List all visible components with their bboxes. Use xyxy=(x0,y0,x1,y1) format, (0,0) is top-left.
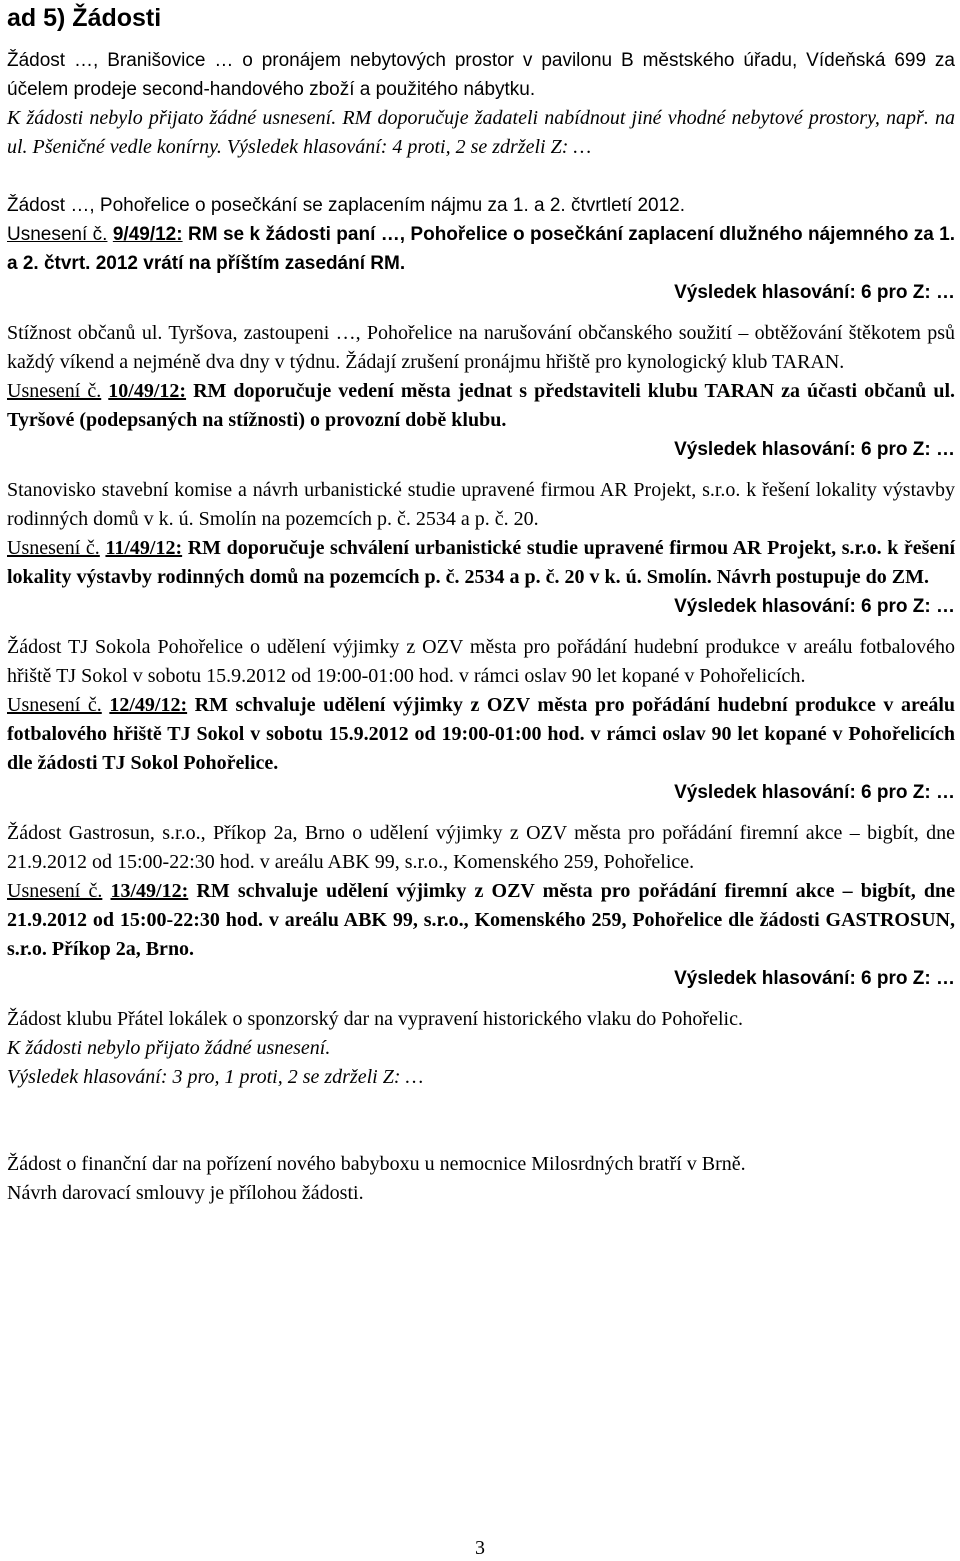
request-item-1 xyxy=(7,46,955,162)
resolution-label: Usnesení č. xyxy=(7,537,100,559)
request-item-6 xyxy=(7,819,955,993)
request-text: Žádost …, Branišovice … o pronájem nebytových prostor v pavilonu B městského úřadu, Vídeňská 699 za účelem prodeje second-handového zboží a použitého nábytku. xyxy=(7,50,955,100)
resolution xyxy=(7,377,955,435)
resolution xyxy=(7,691,955,778)
page-number: 3 xyxy=(475,1537,485,1559)
resolution-text: RM se k žádosti paní …, Pohořelice o posečkání zaplacení dlužného nájemného za 1. a 2. čtvrt. 2012 vrátí na příštím zasedání RM. xyxy=(7,224,956,274)
request-note: K žádosti nebylo přijato žádné usnesení. xyxy=(7,1037,331,1059)
resolution-number: 12/49/12: xyxy=(109,694,188,716)
document-page xyxy=(7,0,955,1208)
request-text: Žádost Gastrosun, s.r.o., Příkop 2a, Brno o udělení výjimky z OZV města pro pořádání firemní akce – bigbít, dne 21.9.2012 od 15:00-22:30 hod. v areálu ABK 99, s.r.o., Komenského 259, Pohořelice. xyxy=(7,822,955,873)
resolution xyxy=(7,534,955,592)
request-text: Žádost klubu Přátel lokálek o sponzorský dar na vypravení historického vlaku do Pohořelic. xyxy=(7,1008,743,1030)
resolution-number: 13/49/12: xyxy=(110,880,189,902)
request-item-4 xyxy=(7,476,955,621)
vote-result: Výsledek hlasování: 6 pro Z: … xyxy=(674,439,955,460)
resolution-text: RM schvaluje udělení výjimky z OZV města pro pořádání hudební produkce v areálu fotbalového hřiště TJ Sokol v sobotu 15.9.2012 od 19:00-01:00 hod. v rámci oslav 90 let kopané v Pohořelicích dle žádosti TJ Sokol Pohořelice. xyxy=(7,694,956,774)
request-item-2 xyxy=(7,191,955,307)
request-text: Žádost o finanční dar na pořízení nového babyboxu u nemocnice Milosrdných bratří v Brně. xyxy=(7,1153,746,1175)
resolution-label: Usnesení č. xyxy=(7,694,102,716)
resolution-number: 10/49/12: xyxy=(108,380,187,402)
request-text: Žádost …, Pohořelice o posečkání se zaplacením nájmu za 1. a 2. čtvrtletí 2012. xyxy=(7,195,686,216)
resolution-label: Usnesení č. xyxy=(7,224,108,245)
request-item-5 xyxy=(7,633,955,807)
vote-result: Výsledek hlasování: 6 pro Z: … xyxy=(674,782,955,803)
resolution xyxy=(7,220,955,278)
request-note: K žádosti nebylo přijato žádné usnesení. RM doporučuje žadateli nabídnout jiné vhodné nebytové prostory, např. na ul. Pšeničné vedle konírny. Výsledek hlasování: 4 proti, 2 se zdrželi Z: … xyxy=(7,107,955,158)
request-item-8 xyxy=(7,1150,955,1208)
resolution-text: RM schvaluje udělení výjimky z OZV města pro pořádání firemní akce – bigbít, dne 21.9.2012 od 15:00-22:30 hod. v areálu ABK 99, s.r.o., Komenského 259, Pohořelice dle žádosti GASTROSUN, s.r.o. Příkop 2a, Brno. xyxy=(7,880,955,960)
vote-result: Výsledek hlasování: 6 pro Z: … xyxy=(674,968,955,989)
resolution-number: 11/49/12: xyxy=(105,537,183,559)
resolution-text: RM doporučuje schválení urbanistické studie upravené firmou AR Projekt, s.r.o. k řešení lokality výstavby rodinných domů na pozemcích p. č. 2534 a p. č. 20 v k. ú. Smolín. Návrh postupuje do ZM. xyxy=(7,537,956,588)
request-text: Stížnost občanů ul. Tyršova, zastoupeni …, Pohořelice na narušování občanského soužití – obtěžování štěkotem psů každý víkend a nejméně dva dny v týdnu. Žádají zrušení pronájmu hřiště pro kynologický klub TARAN. xyxy=(7,322,955,373)
resolution xyxy=(7,877,955,964)
vote-result: Výsledek hlasování: 6 pro Z: … xyxy=(674,282,955,303)
request-text: Žádost TJ Sokola Pohořelice o udělení výjimky z OZV města pro pořádání hudební produkce v areálu fotbalového hřiště TJ Sokol v sobotu 15.9.2012 od 19:00-01:00 hod. v rámci oslav 90 let kopané v Pohořelicích. xyxy=(7,636,955,687)
request-note: Návrh darovací smlouvy je přílohou žádosti. xyxy=(7,1182,364,1204)
vote-result: Výsledek hlasování: 3 pro, 1 proti, 2 se zdrželi Z: … xyxy=(7,1066,424,1088)
request-item-3 xyxy=(7,319,955,464)
resolution-label: Usnesení č. xyxy=(7,880,103,902)
request-item-7 xyxy=(7,1005,955,1092)
section-heading: ad 5) Žádosti xyxy=(7,4,162,32)
resolution-label: Usnesení č. xyxy=(7,380,102,402)
resolution-number: 9/49/12: xyxy=(112,224,183,245)
vote-result: Výsledek hlasování: 6 pro Z: … xyxy=(674,596,955,617)
request-text: Stanovisko stavební komise a návrh urbanistické studie upravené firmou AR Projekt, s.r.o. k řešení lokality výstavby rodinných domů v k. ú. Smolín na pozemcích p. č. 2534 a p. č. 20. xyxy=(7,479,955,530)
resolution-text: RM doporučuje vedení města jednat s představiteli klubu TARAN za účasti občanů ul. Tyršové (podepsaných na stížnosti) o provozní době klubu. xyxy=(7,380,956,431)
